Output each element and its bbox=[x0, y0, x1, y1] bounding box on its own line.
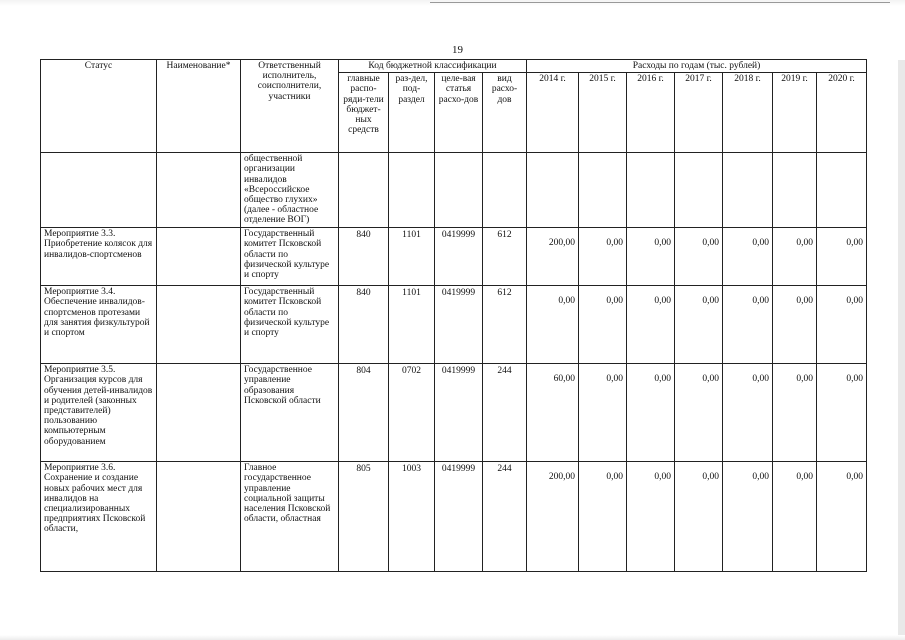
value-cell: 0,00 bbox=[723, 364, 773, 462]
value-cell: 0,00 bbox=[817, 364, 867, 462]
status-cell: Мероприятие 3.4. Обеспечение инвалидов-спортсменов протезами для занятия физкультурой и спортом bbox=[41, 286, 157, 364]
scan-top-edge bbox=[0, 0, 905, 6]
value-cell: 0,00 bbox=[675, 462, 723, 572]
article-cell: 0419999 bbox=[435, 228, 483, 286]
article-cell: 0419999 bbox=[435, 286, 483, 364]
value-cell: 0,00 bbox=[579, 286, 627, 364]
empty-cell bbox=[389, 153, 435, 228]
header-year: 2019 г. bbox=[773, 73, 817, 153]
grbs-cell: 840 bbox=[339, 228, 389, 286]
value-cell: 0,00 bbox=[675, 286, 723, 364]
value-cell: 0,00 bbox=[627, 228, 675, 286]
table-row bbox=[41, 286, 867, 364]
header-name: Наименование* bbox=[157, 60, 241, 153]
header-year: 2020 г. bbox=[817, 73, 867, 153]
table-row-continuation bbox=[41, 153, 867, 228]
table-row bbox=[41, 364, 867, 462]
header-section: раз-дел, под-раздел bbox=[389, 73, 435, 153]
name-cell bbox=[157, 153, 241, 228]
value-cell: 0,00 bbox=[723, 228, 773, 286]
article-cell: 0419999 bbox=[435, 364, 483, 462]
header-status: Статус bbox=[41, 60, 157, 153]
empty-cell bbox=[579, 153, 627, 228]
executor-cell: Главное государственное управление социальной защиты населения Псковской области, областная bbox=[241, 462, 339, 572]
scan-right-edge bbox=[898, 60, 905, 640]
empty-cell bbox=[817, 153, 867, 228]
empty-cell bbox=[723, 153, 773, 228]
empty-cell bbox=[773, 153, 817, 228]
grbs-cell: 840 bbox=[339, 286, 389, 364]
type-cell: 244 bbox=[483, 462, 527, 572]
value-cell: 0,00 bbox=[627, 286, 675, 364]
article-cell: 0419999 bbox=[435, 462, 483, 572]
value-cell: 0,00 bbox=[723, 462, 773, 572]
table-row bbox=[41, 462, 867, 572]
value-cell: 0,00 bbox=[773, 462, 817, 572]
value-cell: 0,00 bbox=[723, 286, 773, 364]
header-year: 2015 г. bbox=[579, 73, 627, 153]
value-cell: 0,00 bbox=[527, 286, 579, 364]
value-cell: 0,00 bbox=[627, 364, 675, 462]
empty-cell bbox=[675, 153, 723, 228]
value-cell: 0,00 bbox=[817, 286, 867, 364]
executor-cell: Государственный комитет Псковской области по физической культуре и спорту bbox=[241, 228, 339, 286]
executor-cell: общественной организации инвалидов «Всероссийское общество глухих» (далее - областное отделение ВОГ) bbox=[241, 153, 339, 228]
section-cell: 1101 bbox=[389, 228, 435, 286]
value-cell: 200,00 bbox=[527, 462, 579, 572]
header-year: 2017 г. bbox=[675, 73, 723, 153]
budget-table bbox=[40, 59, 867, 572]
header-executor: Ответственный исполнитель, соисполнители, участники bbox=[241, 60, 339, 153]
value-cell: 60,00 bbox=[527, 364, 579, 462]
value-cell: 0,00 bbox=[773, 286, 817, 364]
header-expense-type: вид расхо-дов bbox=[483, 73, 527, 153]
section-cell: 1101 bbox=[389, 286, 435, 364]
name-cell bbox=[157, 462, 241, 572]
empty-cell bbox=[435, 153, 483, 228]
name-cell bbox=[157, 286, 241, 364]
empty-cell bbox=[627, 153, 675, 228]
empty-cell bbox=[339, 153, 389, 228]
value-cell: 0,00 bbox=[773, 364, 817, 462]
header-expenses: Расходы по годам (тыс. рублей) bbox=[527, 60, 867, 73]
empty-cell bbox=[483, 153, 527, 228]
page-number: 19 bbox=[452, 44, 463, 56]
header-year: 2014 г. bbox=[527, 73, 579, 153]
value-cell: 0,00 bbox=[579, 462, 627, 572]
status-cell: Мероприятие 3.6. Сохранение и создание новых рабочих мест для инвалидов на специализированных предприятиях Псковской области, bbox=[41, 462, 157, 572]
status-cell bbox=[41, 153, 157, 228]
scan-bottom-edge bbox=[0, 635, 905, 640]
header-budget-code: Код бюджетной классификации bbox=[339, 60, 527, 73]
header-year: 2016 г. bbox=[627, 73, 675, 153]
grbs-cell: 804 bbox=[339, 364, 389, 462]
grbs-cell: 805 bbox=[339, 462, 389, 572]
status-cell: Мероприятие 3.5. Организация курсов для обучения детей-инвалидов и родителей (законных представителей) пользованию компьютерным оборудованием bbox=[41, 364, 157, 462]
header-year: 2018 г. bbox=[723, 73, 773, 153]
scan-top-line bbox=[430, 2, 890, 3]
name-cell bbox=[157, 228, 241, 286]
executor-cell: Государственное управление образования Псковской области bbox=[241, 364, 339, 462]
empty-cell bbox=[527, 153, 579, 228]
value-cell: 0,00 bbox=[773, 228, 817, 286]
value-cell: 0,00 bbox=[627, 462, 675, 572]
section-cell: 1003 bbox=[389, 462, 435, 572]
name-cell bbox=[157, 364, 241, 462]
table-row bbox=[41, 228, 867, 286]
value-cell: 0,00 bbox=[817, 228, 867, 286]
type-cell: 244 bbox=[483, 364, 527, 462]
status-cell: Мероприятие 3.3. Приобретение колясок для инвалидов-спортсменов bbox=[41, 228, 157, 286]
header-article: целе-вая статья расхо-дов bbox=[435, 73, 483, 153]
type-cell: 612 bbox=[483, 228, 527, 286]
value-cell: 200,00 bbox=[527, 228, 579, 286]
value-cell: 0,00 bbox=[817, 462, 867, 572]
value-cell: 0,00 bbox=[579, 228, 627, 286]
type-cell: 612 bbox=[483, 286, 527, 364]
header-grbs: главные распо-ряди-тели бюджет-ных средств bbox=[339, 73, 389, 153]
value-cell: 0,00 bbox=[675, 364, 723, 462]
executor-cell: Государственный комитет Псковской области по физической культуре и спорту bbox=[241, 286, 339, 364]
value-cell: 0,00 bbox=[579, 364, 627, 462]
section-cell: 0702 bbox=[389, 364, 435, 462]
value-cell: 0,00 bbox=[675, 228, 723, 286]
